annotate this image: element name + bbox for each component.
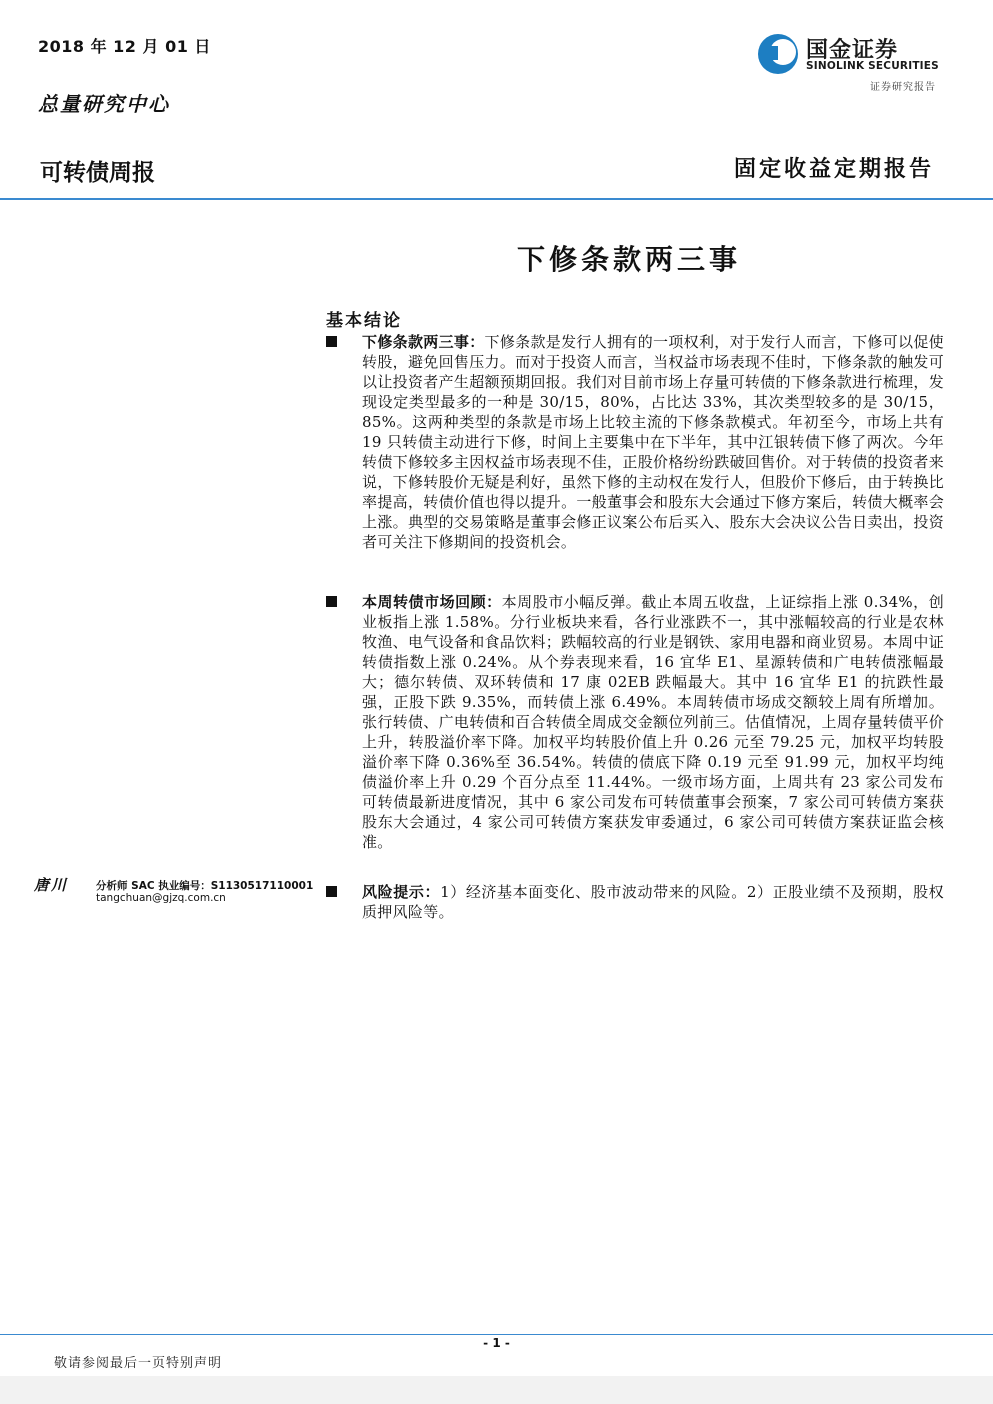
research-center-name: 总量研究中心 [38,92,170,116]
bullet-item [326,332,944,552]
report-date: 2018 年 12 月 01 日 [38,37,211,56]
report-type-label: 固定收益定期报告 [734,156,935,182]
page-number: - 1 - [483,1336,510,1350]
footer-band [0,1376,993,1404]
analyst-certificate: 分析师 SAC 执业编号：S1130517110001 [96,880,314,892]
logo-tagline: 证券研究报告 [870,82,936,93]
bullet-body: 本周股市小幅反弹。截止本周五收盘，上证综指上涨 0.34%，创业板指上涨 1.58%。分行业板块来看，各行业涨跌不一，其中涨幅较高的行业是农林牧渔、电气设备和食品饮料；跌幅较高的行业是钢铁、家用电器和商业贸易。本周中证转债指数上涨 0.24%。从个券表现来看，16 宜华 E1、星源转债和广电转债涨幅最大；德尔转债、双环转债和 17 康 02EB 跌幅最大。其中 16 宜华 E1 的抗跌性最强，正股下跌 9.35%，而转债上涨 6.49%。本周转债市场成交额较上周有所增加。张行转债、广电转债和百合转债全周成交金额位列前三。估值情况，上周存量转债平价上升，转股溢价率下降。加权平均转股价值上升 0.26 元至 79.25 元，加权平均转股溢价率下降 0.36%至 36.54%。转债的债底下降 0.19 元至 91.99 元，加权平均纯债溢价率上升 0.29 个百分点至 11.44%。一级市场方面，上周共有 23 家公司发布可转债最新进度情况，其中 6 家公司发布可转债董事会预案，7 家公司可转债方案获股东大会通过，4 家公司可转债方案获发审委通过，6 家公司可转债方案获证监会核准。 [362,593,944,851]
header-divider [0,198,993,200]
bullet-body: 下修条款是发行人拥有的一项权利，对于发行人而言，下修可以促使转股，避免回售压力。而对于投资人而言，当权益市场表现不佳时，下修条款的触发可以让投资者产生超额预期回报。我们对目前市场上存量可转债的下修条款进行梳理，发现设定类型最多的一种是 30/15，80%，占比达 33%，其次类型较多的是 30/15，85%。这两种类型的条款是市场上比较主流的下修条款模式。年初至今，市场上共有 19 只转债主动进行下修，时间上主要集中在下半年，其中江银转债下修了两次。今年转债下修较多主因权益市场表现不佳，正股价格纷纷跌破回售价。对于转债的投资者来说，下修转股价无疑是利好，虽然下修的主动权在发行人，但股价下修后，由于转换比率提高，转债价值也得以提升。一般董事会和股东大会通过下修方案后，转债大概率会上涨。典型的交易策略是董事会修正议案公布后买入、股东大会决议公告日卖出，投资者可关注下修期间的投资机会。 [362,333,944,551]
logo-name-cn: 国金证券 [806,38,899,63]
section-heading: 基本结论 [326,311,402,331]
analyst-email-link[interactable]: tangchuan@gjzq.com.cn [96,892,226,904]
bullet-lead: 本周转债市场回顾： [362,593,502,611]
bullet-lead: 风险提示： [362,883,441,901]
bullet-item [326,592,944,852]
footer-divider [0,1334,993,1335]
bullet-lead: 下修条款两三事： [362,333,485,351]
bullet-paragraph [362,882,944,922]
bullet-square-icon [326,596,337,607]
bullet-body: 1）经济基本面变化、股市波动带来的风险。2）正股业绩不及预期，股权质押风险等。 [362,883,944,921]
report-series-name: 可转债周报 [40,160,155,186]
logo-name-en: SINOLINK SECURITIES [806,60,939,72]
bullet-paragraph [362,332,944,552]
analyst-name: 唐川 [34,876,69,894]
bullet-paragraph [362,592,944,852]
bullet-square-icon [326,886,337,897]
bullet-item [326,882,944,922]
bullet-square-icon [326,336,337,347]
footer-disclaimer: 敬请参阅最后一页特别声明 [54,1356,223,1371]
document-title: 下修条款两三事 [516,243,741,276]
